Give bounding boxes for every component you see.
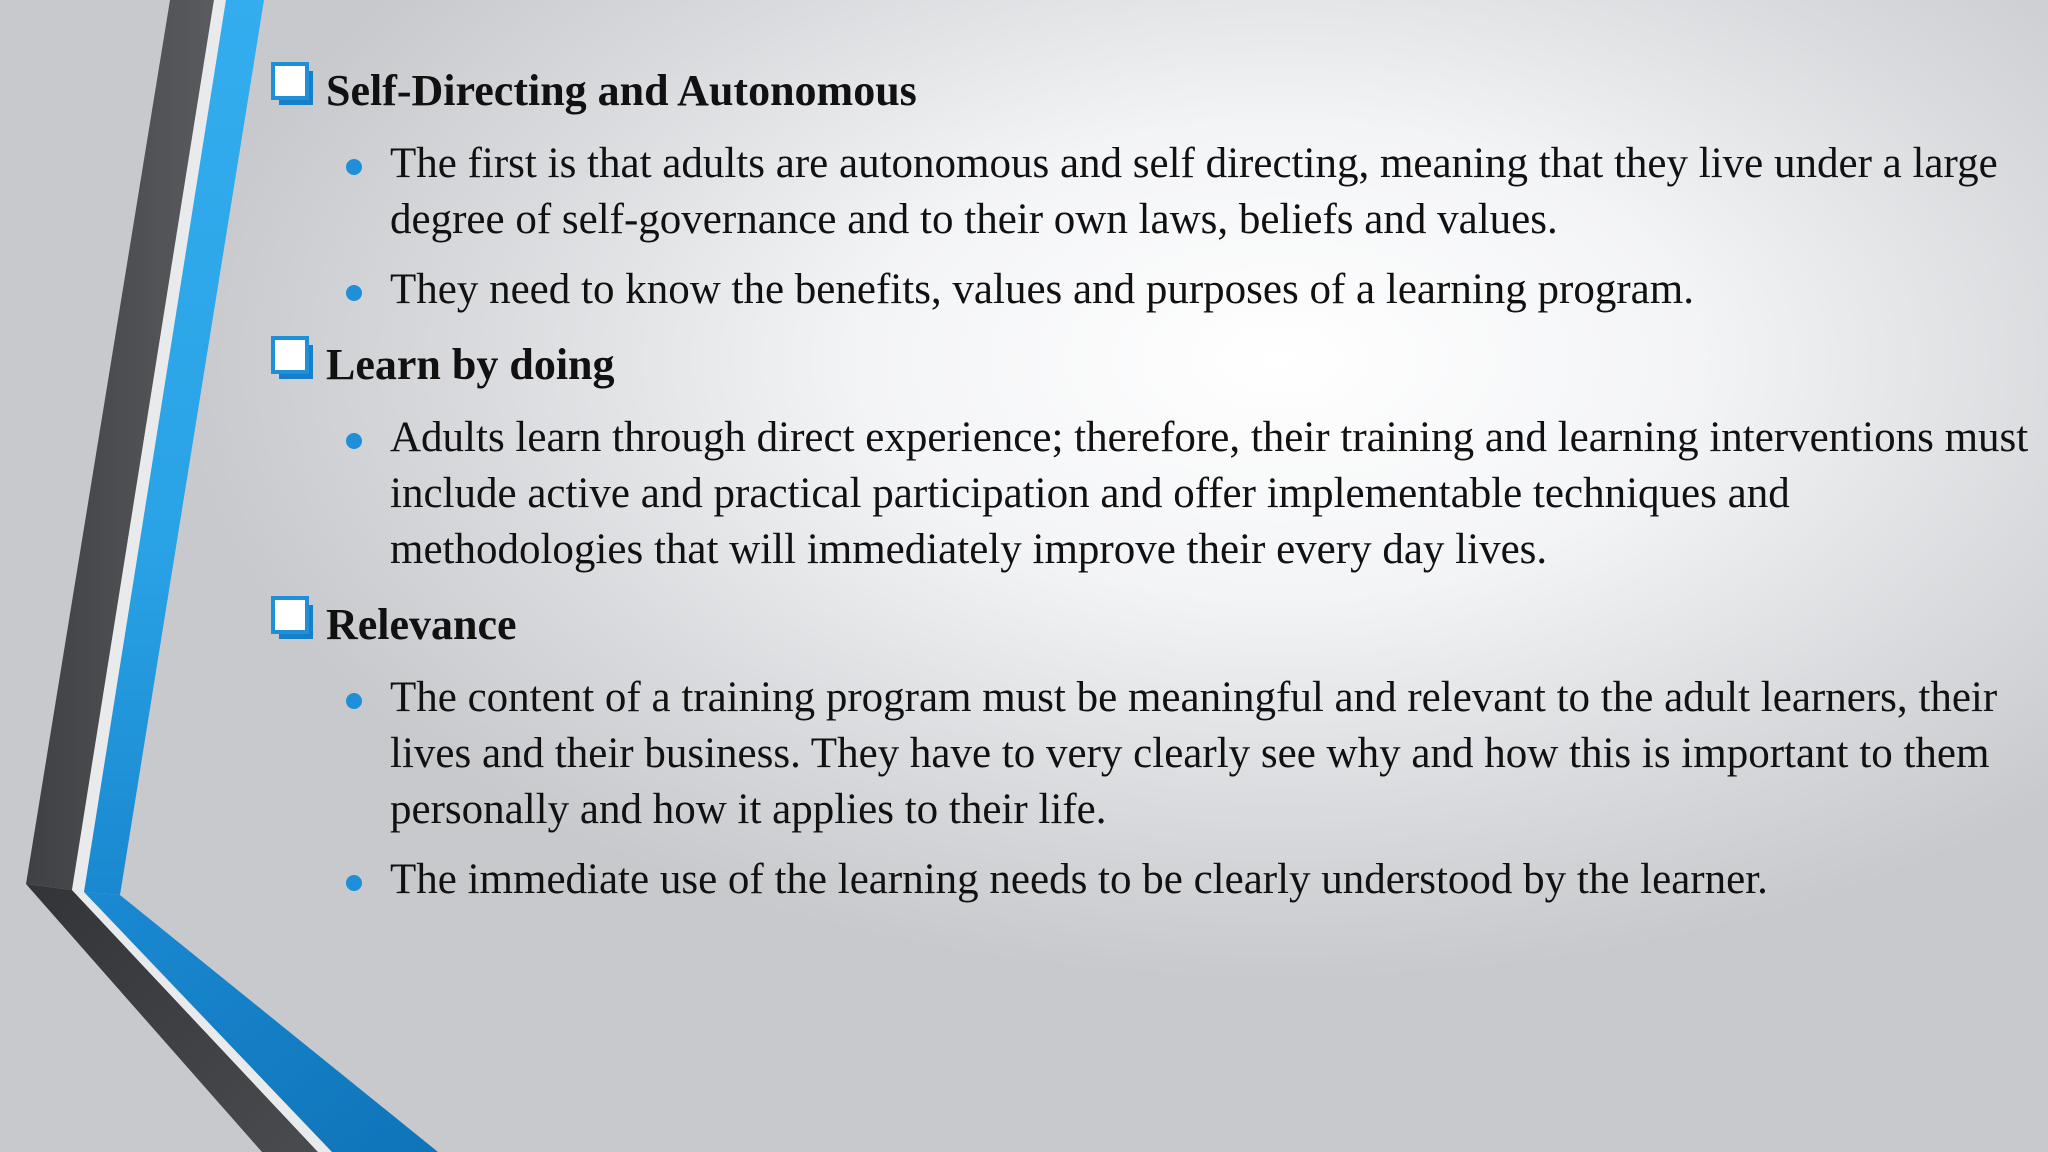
bullet-text: The content of a training program must be meaningful and relevant to the adult learners, their lives and their business. They have to very clearly see why and how this is important to them personally and how it applies to their life. [390, 674, 1998, 833]
bullet-text: The first is that adults are autonomous and self directing, meaning that they live under a large degree of self-governance and to their own laws, beliefs and values. [390, 140, 1998, 243]
section-learn-by-doing [270, 332, 2034, 578]
list-item [270, 670, 2034, 838]
section-heading [270, 58, 2034, 124]
bullet-text: They need to know the benefits, values and purposes of a learning program. [390, 266, 1694, 313]
light-separator-lower [72, 890, 332, 1152]
list-item [270, 136, 2034, 248]
bullet-dot-icon [346, 159, 362, 175]
bullet-text: The immediate use of the learning needs to be clearly understood by the learner. [390, 856, 1768, 903]
bullet-dot-icon [346, 433, 362, 449]
section-heading [270, 592, 2034, 658]
slide-content [270, 58, 2034, 922]
bullet-list [270, 410, 2034, 578]
checkbox-icon [270, 61, 316, 107]
bullet-list [270, 136, 2034, 318]
checkbox-icon [270, 595, 316, 641]
bullet-dot-icon [346, 285, 362, 301]
section-heading-text: Learn by doing [326, 340, 615, 389]
list-item [270, 852, 2034, 908]
bullet-dot-icon [346, 693, 362, 709]
section-self-directing [270, 58, 2034, 318]
bullet-text: Adults learn through direct experience; therefore, their training and learning interventions must include active and practical participation and offer implementable techniques and methodologies that will immediately improve their every day lives. [390, 414, 2029, 573]
bullet-dot-icon [346, 875, 362, 891]
list-item [270, 410, 2034, 578]
section-heading-text: Self-Directing and Autonomous [326, 66, 917, 115]
section-relevance [270, 592, 2034, 908]
section-heading-text: Relevance [326, 600, 517, 649]
list-item [270, 262, 2034, 318]
checkbox-icon [270, 335, 316, 381]
section-heading [270, 332, 2034, 398]
bullet-list [270, 670, 2034, 908]
dark-band-lower [26, 884, 318, 1152]
